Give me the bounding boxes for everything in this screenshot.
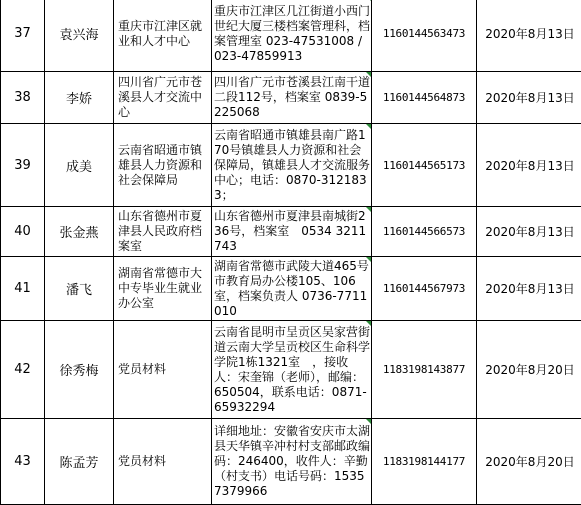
address-text: 云南省昭通市镇雄县南广路170号镇雄县人力资源和社会保障局，镇雄县人才交流服务中心；电话：0870-3121833； (214, 128, 370, 202)
cell-date[interactable]: 2020年8月13日 (477, 0, 581, 72)
comment-marker-icon (366, 0, 371, 1)
comment-marker-icon (366, 321, 371, 326)
address-text: 山东省德州市夏津县南城街236号，档案室 0534 3211743 (214, 209, 366, 253)
cell-org[interactable]: 四川省广元市苍溪县人才交流中心 (114, 72, 212, 124)
cell-date[interactable]: 2020年8月13日 (477, 72, 581, 124)
table-row (1, 207, 581, 257)
cell-address[interactable] (212, 257, 372, 321)
comment-marker-icon (366, 124, 371, 129)
cell-address[interactable] (212, 0, 372, 72)
cell-name[interactable]: 张金燕 (45, 207, 114, 257)
cell-code[interactable]: 1160144567973 (372, 257, 477, 321)
table-row (1, 124, 581, 207)
cell-name[interactable]: 袁兴海 (45, 0, 114, 72)
cell-address[interactable] (212, 72, 372, 124)
cell-name[interactable]: 徐秀梅 (45, 321, 114, 419)
cell-org[interactable]: 湖南省常德市大中专毕业生就业办公室 (114, 257, 212, 321)
cell-code[interactable]: 1160144565173 (372, 124, 477, 207)
address-text: 湖南省常德市武陵大道465号市教育局办公楼105、106室，档案负责人 0736-7711010 (214, 259, 369, 318)
cell-address[interactable] (212, 124, 372, 207)
cell-org[interactable]: 党员材料 (114, 321, 212, 419)
cell-address[interactable] (212, 419, 372, 505)
cell-date[interactable]: 2020年8月13日 (477, 124, 581, 207)
cell-address[interactable] (212, 321, 372, 419)
cell-date[interactable]: 2020年8月20日 (477, 419, 581, 505)
cell-name[interactable]: 陈孟芳 (45, 419, 114, 505)
records-body (1, 0, 581, 505)
table-row (1, 0, 581, 72)
comment-marker-icon (366, 419, 371, 424)
cell-code[interactable]: 1160144566573 (372, 207, 477, 257)
address-text: 重庆市江津区几江街道小西门世纪大厦三楼档案管理科，档案管理室 023-47531008 / 023-47859913 (214, 4, 370, 63)
cell-name[interactable]: 潘飞 (45, 257, 114, 321)
cell-address[interactable] (212, 207, 372, 257)
table-row (1, 72, 581, 124)
cell-org[interactable]: 党员材料 (114, 419, 212, 505)
table-row (1, 257, 581, 321)
comment-marker-icon (366, 257, 371, 262)
cell-no[interactable]: 41 (1, 257, 45, 321)
cell-no[interactable]: 37 (1, 0, 45, 72)
comment-marker-icon (366, 72, 371, 77)
comment-marker-icon (366, 207, 371, 212)
cell-date[interactable]: 2020年8月20日 (477, 321, 581, 419)
cell-org[interactable]: 山东省德州市夏津县人民政府档案室 (114, 207, 212, 257)
cell-no[interactable]: 42 (1, 321, 45, 419)
cell-name[interactable]: 李娇 (45, 72, 114, 124)
address-text: 详细地址：安徽省安庆市太湖县天华镇辛冲村村支部邮政编码：246400，收件人：辛勤（村支书）电话号码：15357379966 (214, 424, 370, 498)
table-row (1, 419, 581, 505)
cell-code[interactable]: 1160144563473 (372, 0, 477, 72)
cell-date[interactable]: 2020年8月13日 (477, 257, 581, 321)
cell-no[interactable]: 39 (1, 124, 45, 207)
cell-org[interactable]: 重庆市江津区就业和人才中心 (114, 0, 212, 72)
cell-date[interactable]: 2020年8月13日 (477, 207, 581, 257)
cell-name[interactable]: 成美 (45, 124, 114, 207)
table-row (1, 321, 581, 419)
cell-code[interactable]: 1183198143877 (372, 321, 477, 419)
cell-no[interactable]: 38 (1, 72, 45, 124)
cell-code[interactable]: 1183198144177 (372, 419, 477, 505)
cell-org[interactable]: 云南省昭通市镇雄县人力资源和社会保障局 (114, 124, 212, 207)
cell-no[interactable]: 40 (1, 207, 45, 257)
cell-code[interactable]: 1160144564873 (372, 72, 477, 124)
address-text: 四川省广元市苍溪县江南干道二段112号，档案室 0839-5225068 (214, 75, 370, 119)
cell-no[interactable]: 43 (1, 419, 45, 505)
address-text: 云南省昆明市呈贡区吴家营街道云南大学呈贡校区生命科学学院1栋1321室 ，接收人：宋奎锦（老师），邮编：650504，联系电话：0871-65932294 (214, 325, 370, 414)
